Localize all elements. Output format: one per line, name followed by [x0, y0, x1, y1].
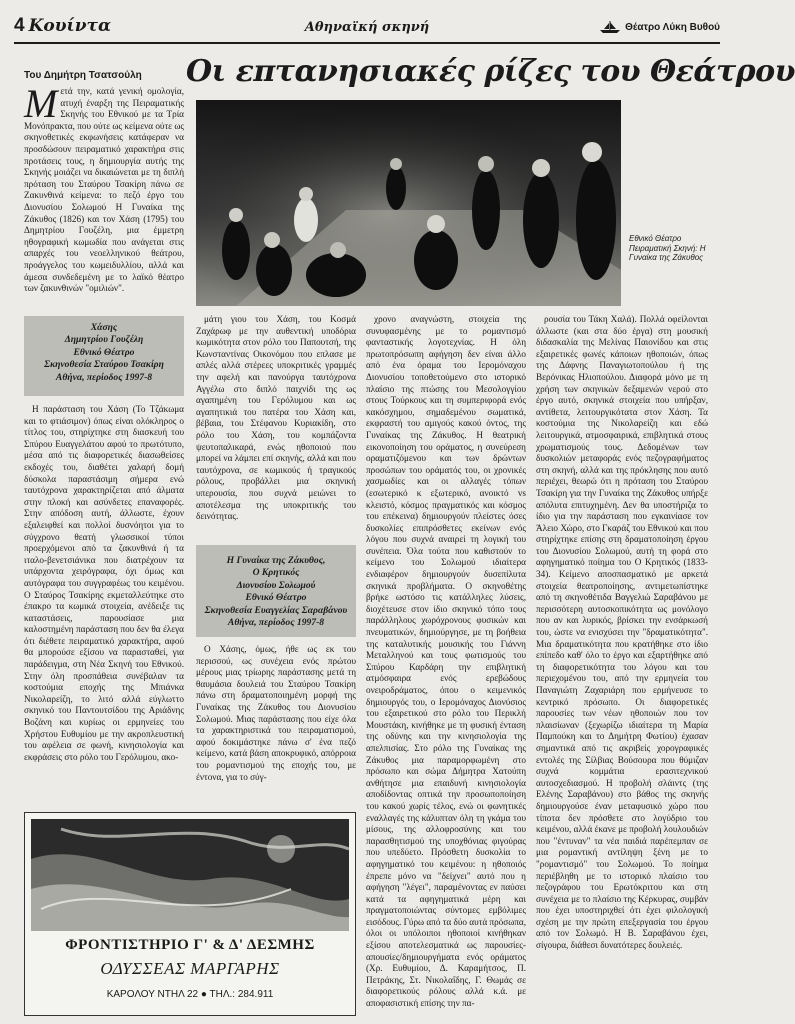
column-2-top — [196, 314, 356, 540]
article-intro — [24, 81, 185, 295]
photo-caption: Εθνικό Θέατρο Πειραματική Σκηνή: Η Γυναίκα της Ζάκυθος — [629, 234, 706, 262]
box1-line: Αθήνα, περίοδος 1997-8 — [55, 371, 153, 383]
box2-line: Σκηνοθεσία Ευαγγελίας Σαραβάνου — [204, 604, 348, 616]
article-title: Οι επτανησιακές ρίζες του Θεάτρου — [186, 54, 795, 89]
column-2-bottom — [196, 644, 356, 806]
article-author: Του Δημήτρη Τσατσούλη — [24, 70, 142, 81]
ad-artwork-svg — [31, 819, 349, 931]
box1-line: Εθνικό Θέατρο — [73, 346, 135, 358]
column-1 — [24, 404, 184, 804]
production-info-box-2 — [196, 545, 356, 637]
column-3 — [366, 314, 526, 1016]
box1-line: Σκηνοθεσία Σταύρου Τσακίρη — [44, 359, 164, 371]
stage-photo — [196, 100, 621, 306]
intro-text: ετά την, κατά γενική ομολογία, ατυχή έναρξη της Πειραματικής Σκηνής του Εθνικού με τα Τρία Μονόπρακτα, που ούτε ως κείμενα ούτε ως σκηνοθετικές εκφωνήσεις κατάφεραν να προσδώσουν πειραματικό χαρακτήρα στις προτάσεις τους, η δημιουργία αυτής της Σκηνής μοιάζει να δικαιώνεται με τη διπλή πρόταση του Σταύρου Τσακίρη πάνω σε Ζακυνθινά κείμενα: το πεζό έργο του Διονυσίου Σολωμού Η Γυναίκα της Ζάκυθος (1826) και τον Χάση (1795) του Δημητρίου Γουζέλη, μια έμμετρη ηθογραφική κωμωδία που ανάγεται στις απαρχές του νεοελληνικού θεάτρου, προάγγελος του κωμειδυλλίου, αλλά και άμεσα συνδεδεμένη με το λαϊκό θέατρο των ζακυνθινών "ομιλιών". — [24, 86, 185, 294]
header-right — [599, 20, 720, 34]
box2-line: Η Γυναίκα της Ζάκυθος, — [226, 555, 326, 566]
box1-line: Χάσης — [90, 322, 118, 333]
ship-icon — [599, 20, 621, 34]
advertisement — [24, 812, 356, 1016]
ad-artwork — [31, 819, 349, 931]
drop-cap: Μ — [24, 81, 58, 126]
production-info-box-1 — [24, 316, 184, 396]
page-header — [14, 16, 720, 42]
box2-line: Διονυσίου Σολωμού — [236, 579, 316, 591]
column-2-bottom-text: Ο Χάσης, όμως, ήθε ως εκ του περισσού, ως συνέχεια ενός πρώτου μέρους μιας τρίωρης παράστασης μετά τη θαυμάσια δουλειά του Σταύρου Τσακίρη πάνω στη δραματοποιημένη μορφή της Γυναίκας της Ζάκυθος του Διονυσίου Σολωμού. Μιας παράστασης που είχε όλα τα χαρακτηριστικά του πειραματισμού, αφού δοκιμάστηκε πάνω σ' ένα πεζό κείμενο, κατά βάση αποκρυφικό, απόρροια του ρομαντισμού της εποχής του, με έντονα, για το σύγ- — [196, 644, 356, 782]
page-number: 4 — [14, 15, 25, 36]
ad-owner-name: ΟΔΥΣΣΕΑΣ ΜΑΡΓΑΡΗΣ — [100, 959, 280, 978]
section-title: Αθηναϊκή σκηνή — [304, 20, 430, 35]
box2-line: Αθήνα, περίοδος 1997-8 — [227, 617, 325, 629]
box2-line: Ο Κρητικός — [252, 567, 300, 579]
box1-line: Δημητρίου Γουζέλη — [64, 334, 144, 346]
header-right-label: Θέατρο Λύκη Βυθού — [625, 21, 720, 33]
column-4-text: ρουσία του Τάκη Χαλά). Πολλά οφείλονται άλλωστε (και στα δύο έργα) στη μουσική διδασκαλία της Μελίνας Παιονίδου και στις εξαιρετικές φωνές κάποιων ηθοποιών, όπως της Δάφνης Παναγιωτοπούλου ή της Βερόνικας Ηλιοπούλου. Διαφορά μόνο με τη χρήση των σκηνικών δεξαμενών νερού στο έργο αυτό, σκηνικά στοιχεία που υπήρξαν, αντίθετα, λειτουργικότατα στον Χάση. Τα κοστούμια της Νικολαρείζη και εδώ λειτουργικά, ατμοσφαιρικά, επιβλητικά στους χρωματισμούς τους. Δεδομένων των δυσκολιών μεταφοράς ενός πεζογραφήματος στη σκηνή, αλλά και της πρόκλησης που αυτό περιέχει, θεωρώ ότι η πρόταση του Σταύρου Τσακίρη για την Γυναίκα της Ζάκυθος υπήρξε απόλυτα επιτυχημένη. Δεν θα υποστήριζα το ίδιο για την παράσταση που εγκαινίασε τον Άλειο Χώρο, στο Γκαράζ του Εθνικού και που στηρίχτηκε επίσης στη δραματοποίηση έργου του Διονυσίου Σολωμού, αυτή τη φορά στο αφηγηματικό ποίημα του Ο Κρητικός (1833-34). Κείμενο αποσπασματικό με αρκετά στοιχεία θεατροποίησης, αντιμετωπίστηκε από τη σκηνοθέτιδα Βαγγελιώ Σαραβάνου με περισσότερη αυτοσκοπικότητα ως μονόλογο που αν και λυρικός, βρίσκει την ενσάρκωσή του, ώστε να ενισχύσει την "δραματικότητα". Μια δραματικότητα που κρατήθηκε στο ίδιο επίπεδο καθ' όλο το έργο και εξαρτήθηκε από τη διαφορετικότητα του λόγου και του περιεχομένου του, από την ερμηνεία του Παναγιώτη Ζαχαριάρη που ερμήνευσε το κεντρικό πρόσωπο. Οι διαφορετικές παρουσίες των νέων ηθοποιών που τον πλαισίωναν (ξεχωρίζω ιδιαίτερα τη Μαρία Παμπούκη και το Δημήτρη Φωτίου) έχασαν σημαντικά από τις ακριβείς χορογραφικές εντολές της Σίλβιας Βούσουρα που θύμιζαν συχνά κομμάτια ερασιτεχνικού αυτοσχεδιασμού. Η προβολή σλάιντς (της Ελένης Σαραβάνου) στο βάθος της σκηνής δημιουργούσε έναν μεταφυσικό χώρο που τίποτα δεν πρόσθετε στο λογύδριο του κειμένου, αλλά έκανε με προβολή λουλουδιών που "έντυναν" τα νέα παιδιά παρέπεμπαν σε μια ρομαντική αντίληψη ξένη με το "ρομαντισμό" του Σολωμού. Το ποίημα περιέβληθη με το ιστορικό πλαίσιο του πεζογράφου του Ερωτόκριτου και στη συνέχεια με το πλαίσιο της Κέρκυρας, συμβάν που έχει υποστηριχθεί ότι έχει φιλολογική σχέση με την πρώτη επεξεργασία του έργου από τον Σολωμό. Η Β. Σαραβάνου έχει, σίγουρα, διάθεσι δυνατότερες δουλειές. — [536, 314, 708, 951]
column-4 — [536, 314, 708, 1016]
header-rule — [14, 42, 720, 44]
stage-photo-art — [196, 100, 621, 306]
column-3-text: χρονο αναγνώστη, στοιχεία της συνυφασμένης με το ρομαντισμό φανταστικής λογοτεχνίας. Η όλη πρωτοπρόσωπη αφήγηση δεν είναι άλλο από ένα όραμα του Ιερομόναχου Διονυσίου τοποθετούμενο στο ιστορικό πλαίσιο της πτώσης του Μεσολογγίου στους Τούρκους και τη συμπεριφορά ενός κακόσχημου, σημαδεμένου σωματικά, εκφραστή του αμιγούς κακού όντος, της Γυναίκας της Ζάκυθος. Η θεατρική εικονοποίηση του οράματος, η συνεύρεση οραματιζόμενου και των δρώντων προσώπων του οράματός του, οι χρονικές χασμωδίες και οι αλλαγές τόπων (εσωτερικό κ εξωτερικό, ανοικτό vs κλειστό, κόσμος πραγματικός και κόσμος του επέκεινα) δημιουργούν πλείστες όσες δυσκολίες επιπρόσθετες εκείνων ενός λόγου που συχνά αναιρεί τη λογική του συνέπεια. Όλα τούτα που καθιστούν το κείμενο του Σολωμού ιδιαίτερα ενδιαφέρον δημιουργούν δυσεπίλυτα σκηνικά προβλήματα. Ο σκηνοθέτης βρήκε ωστόσο τις κατάλληλες λύσεις, διοχέτευσε στον ίδιο σκηνικό τόπο τους παράλληλους χωρόχρονους φυσικών και πνευματικών, δημιούργησε, με τη βοήθεια της καταλυτικής μουσικής του Γιάννη Μεταλληνού και τους φωτισμούς του Σπύρου Καρδάρη την επιβλητική ατμόσφαιρα ενός ερεβώδους ονειροδράματος, όπου ο κειμενικός δημιουργός του, ο Ιερομόναχος Διονύσιος του εξαιρετικού στο ρόλο του Περικλή Μουστάκη, κινήθηκε με τη φυσική ένταση της οδύνης και την κινησιολογία της απελπισίας. Στο ρόλο της Γυναίκας της Ζάκυθος μια παραμορφωμένη στο πρόσωπο και σώμα Δήμητρα Χατούπη ανθήτησε μια επαιδυνή κινησιολογία αποδίδοντας οπτικά την προσωποποίηση του κακού χωρίς τέλος, ενώ οι φωνητικές εναλλαγές της κάλυπταν όλη τη γκάμα του μίσους, της αλλοφροσύνης και του παρασθητισμού της υποχθόνιας φιγούρας που υπεδύετο. Πρόσθετη δυσκολία το αφηγηματικό του κειμένου: η ηθοποιός έπρεπε μόνο να "δείχνει" αυτό που η αφήγηση "λέγει", παραμένοντας εν παύσει κατά τα αφηγηματικά μέρη και πραγματοποιώντας σύντομες εμβόλιμες εισόδους. Γύρω από τα δύο αυτά πρόσωπα, όλοι οι υπόλοιποι ηθοποιοί κινήθηκαν εξίσου αποτελεσματικά ως παρουσίες-απουσίες/δημιουργήματα ενός οράματος (Χρ. Ευθυμίου, Δ. Καραμήτσος, Π. Πετράκης, Στ. Νικολαΐδης, Γ. Θωμάς σε διαφορετικούς ρόλους αλλά κ.ά. με αποφασιστική επίσης την πα- — [366, 314, 527, 1009]
box2-line: Εθνικό Θέατρο — [245, 592, 307, 604]
column-2-top-text: μάτη γιου του Χάση, του Κοσμά Ζαχάρωφ με την αυθεντική υποδόρια κωμικότητα στον ρόλο του Παπουτσή, της Κωνσταντίνας Οικονόμου που επλασε με απλές αλλά στέρεες υποκριτικές γραμμές την αφελή και πανούργα ταυτόχρονα Αγγέλω στο διπλό παιχνίδι της ως αγαπημένη του Γερόλυμου και ως αγαπητικιά του πατέρα του Χάση και, βέβαια, του Στέφανου Κυριακίδη, στο ρόλο του Χάση, του κομπάζοντα ψευτοπαλικαρά, ενώς ηθοποιού που μπορεί να λάμπει επί σκηνής, αλλά και που ταυτόχρονα, σε κωμικούς ή τραγικούς ρόλους, προβάλλει μια σκηνική υπερουσία, που συχνά μειώνει το αποτέλεσμα της υποκριτικής του δεινότητας. — [196, 314, 356, 522]
ad-address-phone: ΚΑΡΟΛΟΥ ΝΤΗΛ 22 ● ΤΗΛ.: 284.911 — [106, 989, 274, 1000]
magazine-logo: Κουίντα — [28, 16, 112, 36]
ad-school-name: ΦΡΟΝΤΙΣΤΗΡΙΟ Γ' & Δ' ΔΕΣΜΗΣ — [65, 937, 315, 953]
column-1-text: Η παράσταση του Χάση (Το Τζάκωμα και το φτιάσιμον) όπως είναι ολόκληρος ο τίτλος του, στηρίχτηκε στη διασκευή του Σπύρου Ευαγγελάτου αφού το πρωτότυπο, μέσα από τις διαφορετικές διασωθείσες εκδοχές του, διαθέτει χαλαρή δομή δύσκολα παραστάσιμη σήμερα ενώ ταυτόχρονα χαρακτηρίζεται από άλματα στην πλοκή και ασύνδετες επαναφορές. Στην απόδοση αυτή, άλλωστε, έχουν εξαλειφθεί και πολλοί δυσνόητοι για το σύγχρονο θεατή γλωσσικοί τύποι προερχόμενοι από τα ζακυνθινά ή τα ιταλο-βενετσιάνικα που διατρέχουν τα υπάρχοντα χειρόγραφα, όχι όμως και αυτόγραφα του συγγραφέως του κειμένου. Ο Σταύρος Τσακίρης εκμεταλλεύτηκε στο έπακρο τα κωμικά στοιχεία, ανέδειξε τις καταστάσεις, παρουσίασε μια καλοστημένη παράσταση που δεν θα έλεγα ότι διέθετε πειραματικό χαρακτήρα, αφού θα μπορούσε εξίσου να παρασταθεί, για παράδειγμα, στη Νέα Σκηνή του Εθνικού. Στην όλη προσπάθεια συνέβαλαν τα κοστούμια επoχής της Μπιάνκα Νικολαρείζη, το λιτό αλλά εύγλωττο σκηνικό του Παντουτσίδου της Αριάδνης Βοζάνη και κυρίως οι ερμηνείες του Χρήστου Ευθυμίου με την ακροπλευστική του αφέλεια σε φωνή, κινησιολογία και εκφράσεις στο ρόλο του Γερόλυμου, ακο- — [24, 404, 184, 762]
